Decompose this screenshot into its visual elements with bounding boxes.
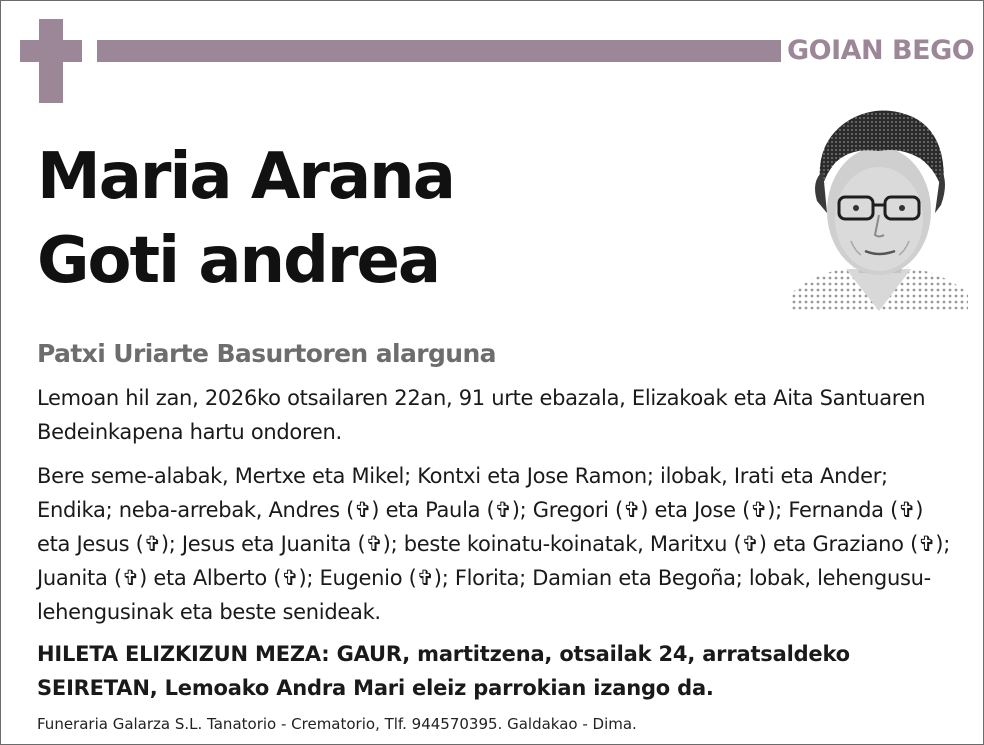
family-list-text: Bere seme-alabak, Mertxe eta Mikel; Kontxi eta Jose Ramon; ilobak, Irati eta Ander; Endika; neba-arrebak, Andres (✞) eta Paula (✞); Gregori (✞) eta Jose (✞); Fernanda (✞) eta Jesus (✞); Jesus eta Juanita (✞); beste koinatu-koinatak, Maritxu (✞) eta Graziano (✞); Juanita (✞) eta Alberto (✞); Eugenio (✞); Florita; Damian eta Begoña; lobak, lehengusu-lehengusinak eta beste senideak. <box>37 464 950 624</box>
deceased-name-line1: Maria Arana <box>37 140 454 214</box>
death-notice-text: Lemoan hil zan, 2026ko otsailaren 22an, 91 urte ebazala, Elizakoak eta Aita Santuaren Bedeinkapena hartu ondoren. <box>37 386 926 444</box>
latin-cross-icon-arm <box>20 40 82 62</box>
header-rule <box>97 40 781 62</box>
funeral-home-footer: Funeraria Galarza S.L. Tanatorio - Crematorio, Tlf. 944570395. Galdakao - Dima. <box>37 715 637 733</box>
header-rule-gap <box>781 40 785 62</box>
deceased-name-line2: Goti andrea <box>37 224 440 298</box>
widow-of-subtitle: Patxi Uriarte Basurtoren alarguna <box>37 339 496 368</box>
funeral-mass-text: HILETA ELIZKIZUN MEZA: GAUR, martitzena, otsailak 24, arratsaldeko SEIRETAN, Lemoako Andra Mari eleiz parrokian izango da. <box>37 642 850 700</box>
parish-label: GOIAN BEGO <box>787 35 975 66</box>
deceased-name <box>37 135 454 303</box>
portrait-photo <box>791 101 968 311</box>
